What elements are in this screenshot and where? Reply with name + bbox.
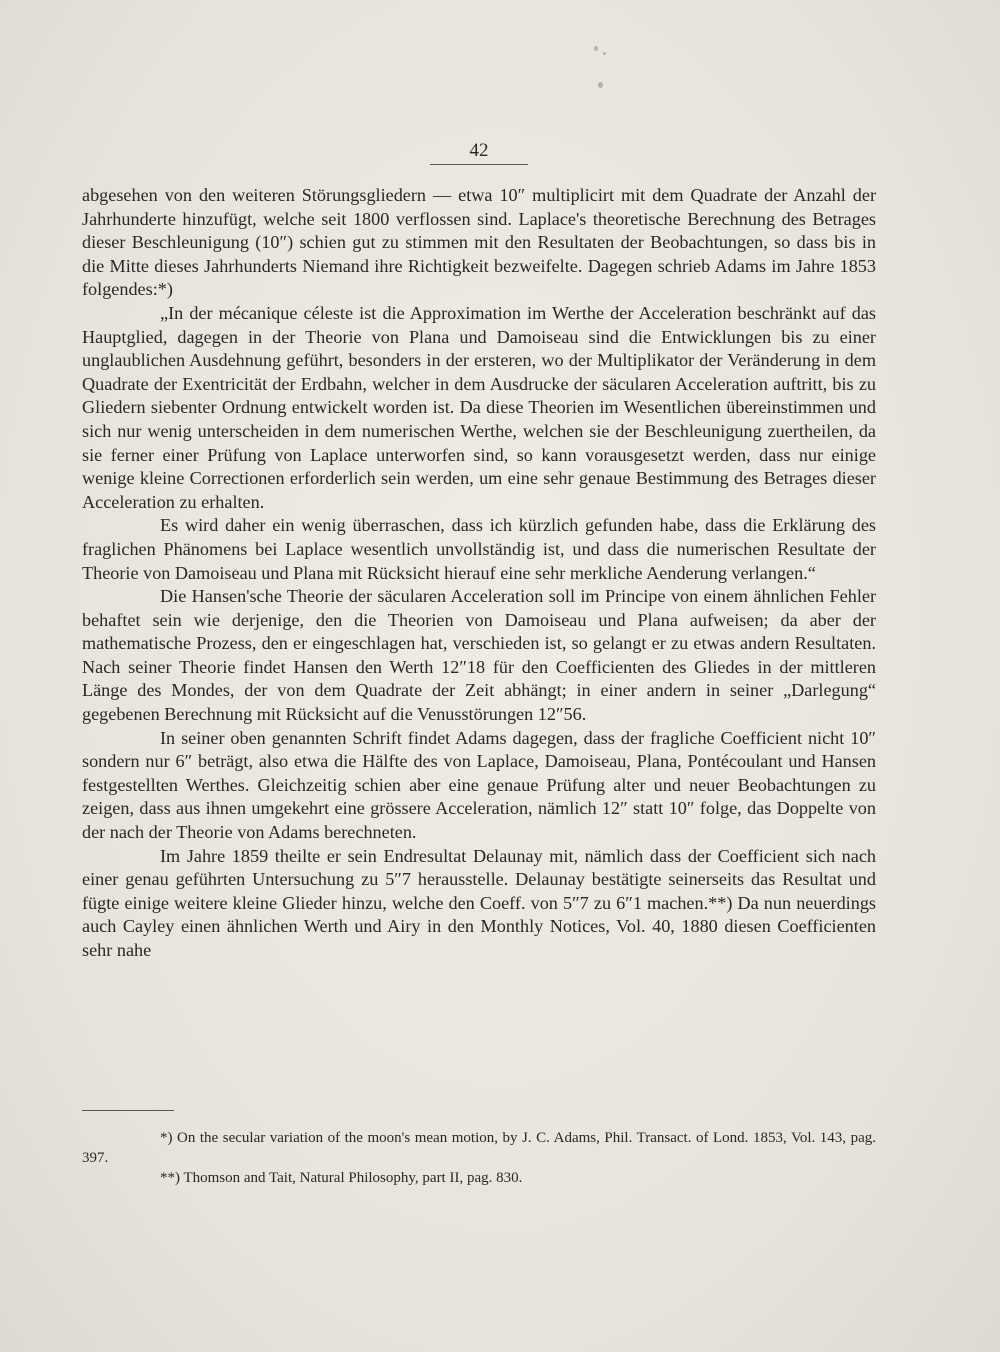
ink-speck bbox=[598, 82, 603, 88]
body-text bbox=[82, 184, 876, 963]
page-number: 42 bbox=[430, 140, 528, 165]
footnote-1: *) On the secular variation of the moon's mean motion, by J. C. Adams, Phil. Transact. of Lond. 1853, Vol. 143, pag. 397. bbox=[82, 1130, 876, 1166]
paragraph-2: „In der mécanique céleste ist die Approximation im Werthe der Acceleration beschränkt auf das Hauptglied, dagegen in der Theorie von Plana und Damoiseau sind die Entwicklungen bis zu einer unglaublichen Ausdehnung geführt, besonders in der ersteren, wo der Multiplikator der Veränderung in dem Quadrate der Exentricität der Erdbahn, welcher in dem Ausdrucke der säcularen Acceleration auftritt, bis zu Gliedern siebenter Ordnung entwickelt worden ist. Da diese Theorien im Wesentlichen übereinstimmen und sich nur wenig unterscheiden in dem numerischen Werthe, welchen sie der Beschleunigung zuertheilen, da sie ferner einer Prüfung von Laplace unterworfen sind, so kann vorausgesetzt werden, dass nur einige wenige kleine Correctionen erforderlich sein werden, um eine sehr genaue Bestimmung des Betrages dieser Acceleration zu erhalten. bbox=[82, 302, 876, 512]
footnotes bbox=[82, 1128, 876, 1188]
footnote-divider bbox=[82, 1110, 174, 1111]
paragraph-6: Im Jahre 1859 theilte er sein Endresultat Delaunay mit, nämlich dass der Coefficient sich nach einer genau geführten Untersuchung zu 5″7 herausstelle. Delaunay bestätigte seinerseits das Resultat und fügte einige weitere kleine Glieder hinzu, welche den Coeff. von 5″7 zu 6″1 machen.**) Da nun neuerdings auch Cayley einen ähnlichen Werth und Airy in den Monthly Notices, Vol. 40, 1880 diesen Coefficienten sehr nahe bbox=[82, 845, 876, 960]
ink-speck bbox=[594, 46, 598, 51]
paragraph-4: Die Hansen'sche Theorie der säcularen Acceleration soll im Principe von einem ähnlichen Fehler behaftet sein wie derjenige, den die Theorien von Damoiseau und Plana aufweisen; da aber der mathematische Prozess, den er eingeschlagen hat, verschieden ist, so gelangt er zu etwas andern Resultaten. Nach seiner Theorie findet Hansen den Werth 12″18 für den Coefficienten des Gliedes in der mittleren Länge des Mondes, der von dem Quadrate der Zeit abhängt; in einer andern in seiner „Darlegung“ gegebenen Berechnung mit Rücksicht auf die Venusstörungen 12″56. bbox=[82, 586, 876, 725]
footnote-2: **) Thomson and Tait, Natural Philosophy, part II, pag. 830. bbox=[160, 1170, 523, 1186]
paragraph-1: abgesehen von den weiteren Störungsgliedern — etwa 10″ multiplicirt mit dem Quadrate der Anzahl der Jahrhunderte hinzufügt, welche seit 1800 verflossen sind. Laplace's theoretische Berechnung des Betrages dieser Beschleunigung (10″) schien gut zu stimmen mit den Resultaten der Beobachtungen, so dass bis in die Mitte dieses Jahrhunderts Niemand ihre Richtigkeit bezweifelte. Dagegen schrieb Adams im Jahre 1853 folgendes:*) bbox=[82, 185, 876, 300]
ink-speck bbox=[603, 52, 606, 55]
paragraph-3: Es wird daher ein wenig überraschen, dass ich kürzlich gefunden habe, dass die Erklärung des fraglichen Phänomens bei Laplace wesentlich unvollständig ist, und dass die numerischen Resultate der Theorie von Damoiseau und Plana mit Rücksicht hierauf eine sehr merkliche Aenderung verlangen.“ bbox=[82, 515, 876, 583]
paragraph-5: In seiner oben genannten Schrift findet Adams dagegen, dass der fragliche Coefficient nicht 10″ sondern nur 6″ beträgt, also etwa die Hälfte des von Laplace, Damoiseau, Plana, Pontécoulant und Hansen festgestellten Werthes. Gleichzeitig schien aber eine genaue Prüfung alter und neuer Beobachtungen zu zeigen, dass aus ihnen umgekehrt eine grössere Acceleration, nämlich 12″ statt 10″ folge, das Doppelte von der nach der Theorie von Adams berechneten. bbox=[82, 727, 876, 843]
